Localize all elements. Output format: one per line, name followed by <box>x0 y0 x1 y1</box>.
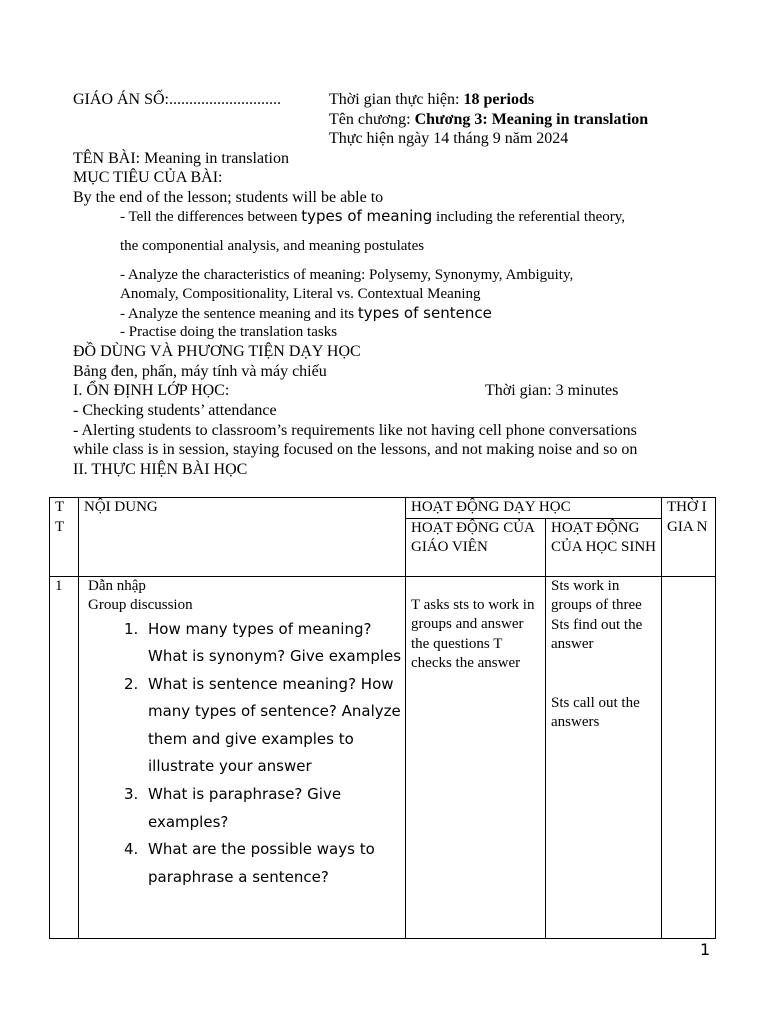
objective-3 <box>120 304 492 323</box>
chapter-label: Tên chương: <box>329 111 415 128</box>
question-item: 4. What are the possible ways to paraphrase a sentence? <box>124 840 375 886</box>
date-line: Thực hiện ngày 14 tháng 9 năm 2024 <box>329 130 569 147</box>
section-1-time: Thời gian: 3 minutes <box>485 382 619 399</box>
row-1-student-activity <box>546 576 662 938</box>
lesson-title: TÊN BÀI: Meaning in translation <box>73 150 289 167</box>
header-teaching-activities: HOẠT ĐỘNG DẠY HỌC <box>406 498 662 519</box>
student-activity-text-2: Sts call out the answers <box>551 694 640 730</box>
objective-3-part-b: types of sentence <box>357 304 492 322</box>
materials-heading: ĐỒ DÙNG VÀ PHƯƠNG TIỆN DẠY HỌC <box>73 343 361 360</box>
header-tt: T T <box>50 498 79 577</box>
table-header-row <box>50 498 716 519</box>
header-student-activity: HOẠT ĐỘNG CỦA HỌC SINH <box>546 518 662 576</box>
row-1-number: 1 <box>50 576 79 938</box>
section-1-item-2-line1: - Alerting students to classroom’s requirements like not having cell phone conversations <box>73 422 637 439</box>
section-1-item-1: - Checking students’ attendance <box>73 402 277 419</box>
objective-1-part-b: types of meaning <box>301 207 433 225</box>
lesson-table <box>49 497 716 939</box>
student-activity-text-1: Sts work in groups of three Sts find out the answer <box>551 577 643 652</box>
row-1-subtitle: Group discussion <box>88 597 193 613</box>
discussion-questions <box>79 616 402 892</box>
row-1-time <box>662 576 716 938</box>
question-item: 3. What is paraphrase? Give examples? <box>124 785 342 831</box>
section-2-title: II. THỰC HIỆN BÀI HỌC <box>73 461 248 478</box>
header-content: NỘI DUNG <box>79 498 406 577</box>
materials: Bảng đen, phấn, máy tính và máy chiếu <box>73 363 327 380</box>
objective-4: - Practise doing the translation tasks <box>120 324 338 340</box>
objectives-heading: MỤC TIÊU CỦA BÀI: <box>73 169 223 186</box>
chapter-value: Chương 3: Meaning in translation <box>414 111 649 128</box>
objective-1-part-c: including the referential theory, <box>432 209 625 225</box>
table-row <box>50 576 716 938</box>
objectives-intro: By the end of the lesson; students will be able to <box>73 189 384 206</box>
section-1-title: I. ỔN ĐỊNH LỚP HỌC: <box>73 382 230 399</box>
question-item: 2. What is sentence meaning? How many types of sentence? Analyze them and give examples to illustrate your answer <box>124 674 401 776</box>
chapter-line <box>329 110 648 129</box>
objective-1-part-a: - Tell the differences between <box>120 209 302 225</box>
question-item: 1. How many types of meaning? What is synonym? Give examples <box>124 619 402 666</box>
objective-2-line2: Anomaly, Compositionality, Literal vs. Contextual Meaning <box>120 286 481 302</box>
objective-2-line1: - Analyze the characteristics of meaning: Polysemy, Synonymy, Ambiguity, <box>120 267 574 283</box>
objective-3-part-a: - Analyze the sentence meaning and its <box>120 306 358 322</box>
duration-label: Thời gian thực hiện: <box>329 91 464 108</box>
objective-1-cont: the componential analysis, and meaning postulates <box>120 238 425 254</box>
header-time: THỜ I GIA N <box>662 498 716 577</box>
lesson-plan-number: GIÁO ÁN SỐ:............................ <box>73 91 281 108</box>
objective-1 <box>120 207 625 226</box>
section-1-item-2-line2: while class is in session, staying focused on the lessons, and not making noise and so on <box>73 441 638 458</box>
row-1-title: Dẫn nhập <box>88 577 146 594</box>
duration-line <box>329 90 534 109</box>
duration-value: 18 periods <box>463 91 535 108</box>
row-1-content <box>79 576 406 938</box>
teacher-activity-text: T asks sts to work in groups and answer the questions T checks the answer <box>411 596 535 671</box>
row-1-teacher-activity <box>406 576 546 938</box>
header-teacher-activity: HOẠT ĐỘNG CỦA GIÁO VIÊN <box>406 518 546 576</box>
page-number: 1 <box>700 940 711 959</box>
